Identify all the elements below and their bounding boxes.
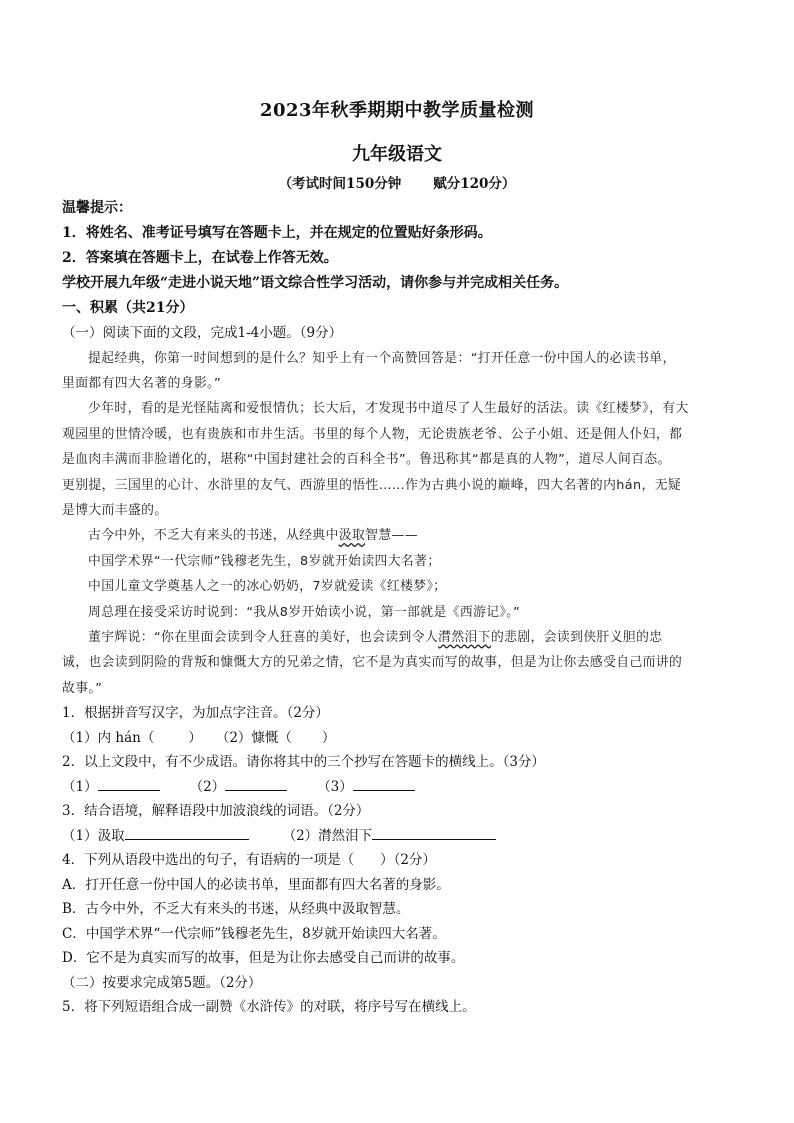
question-1-blanks [62, 726, 732, 751]
reading-passage [62, 346, 732, 702]
q3-part-a: （1）汲取 [62, 827, 125, 844]
q4-text-end: ）（2分） [380, 852, 436, 869]
question-3: 3．结合语境，解释语段中加波浪线的词语。（2分） [62, 803, 370, 820]
q4-text: 4．下列从语段中选出的句子，有语病的一项是（ [62, 852, 355, 869]
passage-line: 里面都有四大名著的身影。” [62, 375, 221, 391]
wavy-word: 潸然泪下 [438, 629, 491, 645]
q1-part-a: （1）内 hán（ [62, 729, 155, 746]
passage-line: 是博大而丰盛的。 [62, 502, 168, 518]
q1-part-b-end: ） [321, 729, 336, 746]
q2-blank-label: （2） [189, 778, 226, 795]
passage-line [62, 625, 732, 650]
answer-blank[interactable] [98, 776, 160, 791]
passage-line: 提起经典，你第一时间想到的是什么？知乎上有一个高赞回答是：“打开任意一份中国人的必读书单， [88, 350, 676, 366]
option-a: A．打开任意一份中国人的必读书单，里面都有四大名著的身影。 [62, 876, 450, 893]
activity-intro: 学校开展九年级“走进小说天地”语文综合性学习活动，请你参与并完成相关任务。 [62, 275, 569, 291]
q1-part-b: （2）慷慨（ [215, 729, 292, 746]
answer-blank[interactable] [225, 776, 287, 791]
answer-blank[interactable] [353, 776, 415, 791]
passage-text: 的悲剧，会读到侠肝义胆的忠 [490, 629, 663, 645]
exam-score: 赋分120分） [433, 176, 516, 192]
passage-line: 中国学术界“一代宗师”钱穆老先生，8岁就开始读四大名著； [88, 553, 441, 569]
passage-text: 智慧—— [365, 528, 418, 544]
passage-line [62, 523, 732, 548]
passage-line: 中国儿童文学奠基人之一的冰心奶奶，7岁就爱读《红楼梦》； [88, 579, 447, 595]
exam-time: （考试时间150分钟 [278, 176, 402, 192]
q3-part-b: （2）潸然泪下 [282, 827, 373, 844]
passage-line: 观园里的世情冷暖，也有贵族和市井生活。书里的每个人物，无论贵族老爷、公子小姐、还是佣人仆妇，都 [62, 426, 683, 442]
question-1: 1．根据拼音写汉字，为加点字注音。（2分） [62, 705, 329, 722]
wavy-word: 汲取 [338, 528, 366, 544]
q2-blank-label: （3） [317, 778, 353, 795]
answer-blank[interactable] [372, 825, 496, 840]
passage-line: 是血肉丰满而非脸谱化的，堪称“中国封建社会的百科全书”。鲁迅称其“都是真的人物”，道尽人间百态。 [62, 452, 671, 468]
page-title: 2023年秋季期期中教学质量检测 [259, 100, 535, 121]
passage-line: 故事。” [62, 680, 103, 696]
exam-content [62, 196, 732, 1020]
q1-part-a-end: ） [188, 729, 202, 746]
question-3-blanks [62, 824, 732, 849]
passage-line: 更别提，三国里的心计、水浒里的友气、西游里的悟性……作为古典小说的巅峰，四大名著的内hán，无疑 [62, 477, 682, 493]
answer-blank[interactable] [125, 825, 249, 840]
notice-heading: 温馨提示： [62, 200, 132, 216]
question-5: 5．将下列短语组合成一副赞《水浒传》的对联，将序号写在横线上。 [62, 999, 476, 1016]
page-subtitle: 九年级语文 [352, 144, 442, 165]
passage-line: 周总理在接受采访时说到：“我从8岁开始读小说，第一部就是《西游记》。” [88, 604, 521, 620]
part-heading: （二）按要求完成第5题。（2分） [62, 974, 262, 991]
exam-info [0, 172, 794, 192]
passage-line: 诚，也会读到阴险的背叛和慷慨大方的兄弟之情，它不是为真实而写的故事，但是为让你去感受自己而讲的 [62, 655, 683, 671]
section-heading: 一、积累（共21分） [62, 300, 194, 316]
q2-blank-label: （1） [62, 778, 98, 795]
notice-item: 2．答案填在答题卡上，在试卷上作答无效。 [62, 250, 338, 266]
passage-line: 少年时，看的是光怪陆离和爱恨情仇；长大后，才发现书中道尽了人生最好的活法。读《红楼梦》，有大 [88, 401, 689, 417]
option-d: D．它不是为真实而写的故事，但是为让你去感受自己而讲的故事。 [62, 950, 465, 967]
option-c: C．中国学术界“一代宗师”钱穆老先生，8岁就开始读四大名著。 [62, 925, 446, 942]
option-b: B．古今中外，不乏大有来头的书迷，从经典中汲取智慧。 [62, 901, 410, 918]
passage-text: 董宇辉说：“你在里面会读到令人狂喜的美好，也会读到令人 [88, 629, 439, 645]
part-heading: （一）阅读下面的文段，完成1-4小题。（9分） [62, 325, 343, 341]
question-2: 2．以上文段中，有不少成语。请你将其中的三个抄写在答题卡的横线上。（3分） [62, 754, 545, 771]
question-2-blanks [62, 775, 732, 800]
notice-item: 1．将姓名、准考证号填写在答题卡上，并在规定的位置贴好条形码。 [62, 225, 492, 241]
passage-text: 古今中外，不乏大有来头的书迷，从经典中 [88, 528, 339, 544]
question-4 [62, 848, 732, 873]
